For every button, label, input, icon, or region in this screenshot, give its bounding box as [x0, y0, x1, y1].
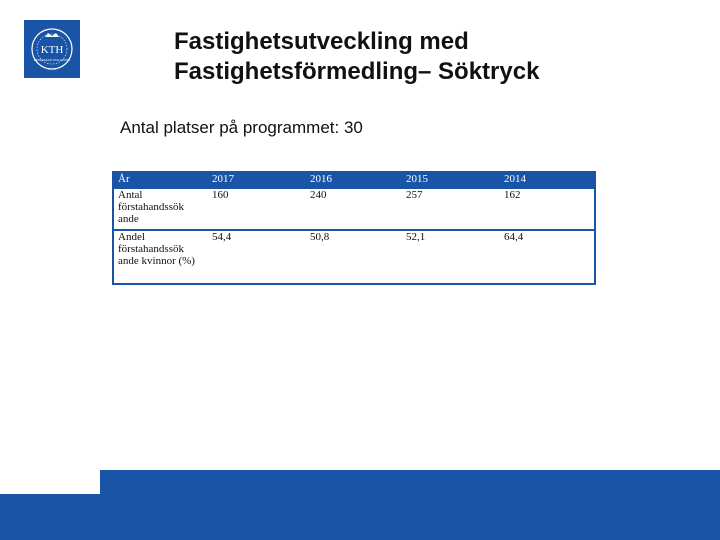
table-cell: 52,1 [402, 230, 500, 284]
footer-band-left [0, 494, 100, 540]
slide-title-line-1: Fastighetsutveckling med [174, 28, 469, 55]
table-cell: 162 [500, 188, 595, 230]
application-pressure-table [112, 171, 596, 285]
logo-text: KTH [40, 44, 64, 56]
table-row [113, 188, 595, 230]
table-row [113, 230, 595, 284]
table-cell: 240 [306, 188, 402, 230]
slide-title [174, 27, 539, 87]
table-header-row [113, 172, 595, 188]
header-2017: 2017 [208, 172, 306, 188]
header-2016: 2016 [306, 172, 402, 188]
table-cell: 54,4 [208, 230, 306, 284]
footer-notch [93, 470, 100, 494]
header-2015: 2015 [402, 172, 500, 188]
row-label: Antal förstahandssök ande [113, 188, 208, 230]
kth-emblem-icon [27, 23, 77, 75]
table-cell: 257 [402, 188, 500, 230]
kth-logo [24, 20, 80, 78]
table-cell: 160 [208, 188, 306, 230]
slide-title-line-2: Fastighetsförmedling– Söktryck [174, 58, 540, 85]
table-cell: 64,4 [500, 230, 595, 284]
table-cell: 50,8 [306, 230, 402, 284]
slide-subtitle: Antal platser på programmet: 30 [120, 118, 363, 137]
footer-band [100, 470, 720, 540]
row-label: Andel förstahandssök ande kvinnor (%) [113, 230, 208, 284]
logo-subtext: VETENSKAP OCH KONST [33, 58, 71, 62]
header-2014: 2014 [500, 172, 595, 188]
header-year-label: År [113, 172, 208, 188]
